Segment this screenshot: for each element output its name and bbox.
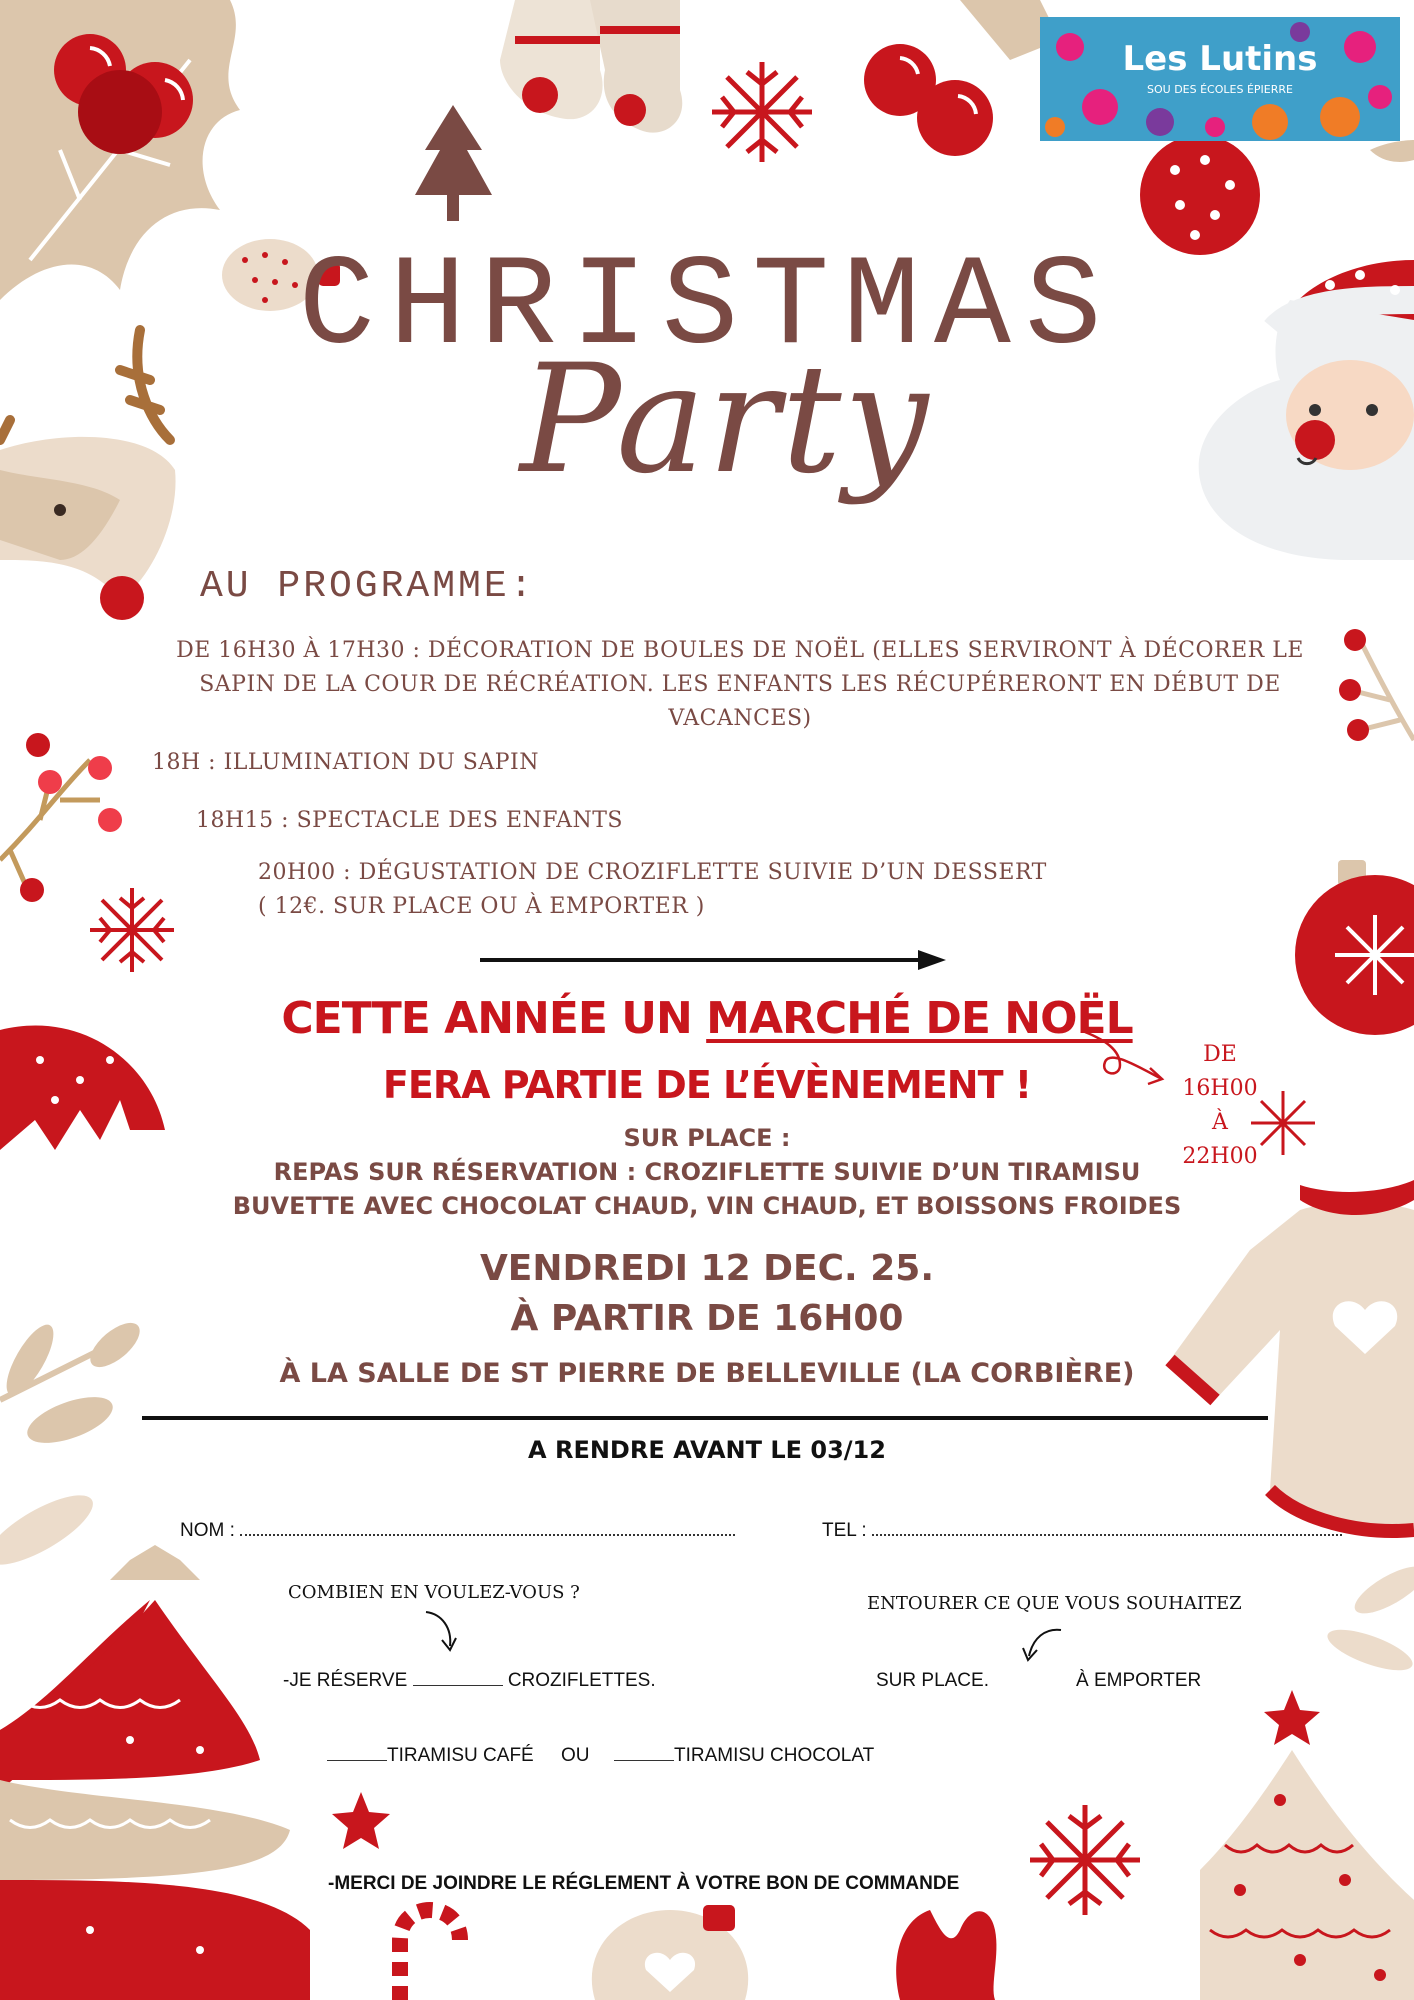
candy-cane-icon	[400, 1910, 460, 2000]
market-highlight: MARCHÉ DE NOËL	[706, 993, 1133, 1044]
curved-arrow-down-icon	[422, 1606, 462, 1656]
onsite-bar: BUVETTE AVEC CHOCOLAT CHAUD, VIN CHAUD, ET BOISSONS FROIDES	[232, 1192, 1182, 1220]
glove-icon	[896, 1910, 996, 2000]
ornament-icon	[1140, 135, 1414, 255]
divider	[142, 1416, 1268, 1420]
program-item-illumination: 18H : ILLUMINATION DU SAPIN	[152, 750, 539, 775]
logo-name: Les Lutins	[1122, 39, 1318, 79]
christmas-tree-icon	[0, 1545, 310, 2000]
reindeer-icon	[0, 330, 176, 620]
market-hours-de: DE	[1203, 1042, 1237, 1067]
reserve-pre: -JE RÉSERVE	[283, 1670, 408, 1691]
snowflake-bottom-icon	[1030, 1805, 1140, 1915]
logo	[1040, 17, 1400, 141]
logo-subtitle: SOU DES ÉCOLES ÉPIERRE	[1147, 83, 1293, 96]
socks-icon	[500, 0, 682, 133]
market-announcement-pre: CETTE ANNÉE UN	[281, 993, 692, 1044]
program-item-spectacle: 18H15 : SPECTACLE DES ENFANTS	[196, 808, 623, 833]
onsite-heading: SUR PLACE :	[623, 1124, 791, 1152]
star-icon	[332, 1792, 390, 1849]
tel-input-line[interactable]	[872, 1534, 1342, 1536]
market-hours-a: À	[1212, 1110, 1228, 1135]
tiramisu-chocolat-quantity-input[interactable]	[614, 1760, 674, 1761]
program-heading: AU PROGRAMME:	[200, 565, 536, 608]
berry-branch-left-icon	[0, 733, 122, 902]
berries-icon	[864, 0, 1060, 156]
onsite-meal: REPAS SUR RÉSERVATION : CROZIFLETTE SUIVIE D’UN TIRAMISU	[273, 1158, 1141, 1186]
paint-splash-icon	[1040, 17, 1400, 141]
tiramisu-cafe-quantity-input[interactable]	[327, 1760, 387, 1761]
tiramisu-ou: OU	[561, 1745, 590, 1766]
curved-arrow-down-left-icon	[1015, 1622, 1065, 1667]
program-item-decoration: DE 16H30 À 17H30 : DÉCORATION DE BOULES DE NOËL (ELLES SERVIRONT À DÉCORER LE SAPIN DE LA COUR DE RÉCRÉATION. LES ENFANTS LES RÉCUPÉRERONT EN DÉBUT DE VACANCES)	[176, 638, 1304, 731]
event-date: VENDREDI 12 DEC. 25.	[479, 1248, 935, 1289]
entourer-instruction: ENTOURER CE QUE VOUS SOUHAITEZ	[867, 1593, 1242, 1614]
market-announcement-2: FERA PARTIE DE L’ÉVÈNEMENT !	[382, 1063, 1032, 1107]
reserve-post: CROZIFLETTES.	[507, 1670, 656, 1691]
small-tree-icon	[415, 105, 492, 221]
market-hours-end: 22H00	[1182, 1144, 1258, 1169]
arrow-right-icon	[478, 945, 948, 975]
leaf-branch-right-icon	[1323, 1558, 1414, 1679]
event-time: À PARTIR DE 16H00	[510, 1298, 904, 1339]
tiramisu-chocolat-label: TIRAMISU CHOCOLAT	[674, 1745, 875, 1766]
curly-arrow-icon	[1080, 1020, 1170, 1090]
berry-branch-icon	[1339, 629, 1414, 741]
snowflake-left-icon	[90, 888, 174, 972]
nom-label: NOM :	[180, 1520, 235, 1541]
program-item-price: ( 12€. SUR PLACE OU À EMPORTER )	[258, 894, 705, 919]
sweater-icon	[1170, 1180, 1414, 1533]
cookie-heart-icon	[592, 1905, 748, 2000]
title-christmas: CHRISTMAS	[298, 236, 1116, 381]
nom-input-line[interactable]	[240, 1534, 735, 1536]
tiramisu-cafe-label: TIRAMISU CAFÉ	[387, 1745, 534, 1766]
tel-label: TEL :	[822, 1520, 867, 1541]
reserve-croziflettes[interactable]	[283, 1670, 656, 1692]
tiramisu-cafe[interactable]	[327, 1745, 534, 1767]
combien-question: COMBIEN EN VOULEZ-VOUS ?	[288, 1582, 580, 1603]
payment-note: -MERCI DE JOINDRE LE RÉGLEMENT À VOTRE BON DE COMMANDE	[328, 1873, 960, 1894]
snowflake-icon	[712, 62, 812, 162]
option-sur-place[interactable]: SUR PLACE.	[876, 1670, 989, 1691]
christmas-tree-right-icon	[1200, 1690, 1414, 2000]
program-item-degustation: 20H00 : DÉGUSTATION DE CROZIFLETTE SUIVIE D’UN DESSERT	[258, 860, 1047, 885]
market-announcement	[0, 993, 1414, 1044]
tel-field[interactable]	[822, 1520, 1342, 1542]
tiramisu-chocolat[interactable]	[614, 1745, 874, 1767]
option-emporter[interactable]: À EMPORTER	[1076, 1670, 1202, 1691]
title-party: Party	[520, 333, 931, 507]
croziflette-quantity-input[interactable]	[413, 1685, 503, 1686]
form-deadline: A RENDRE AVANT LE 03/12	[528, 1436, 886, 1464]
market-hours-start: 16H00	[1182, 1076, 1258, 1101]
nom-field[interactable]	[180, 1520, 735, 1542]
market-hours	[1170, 1038, 1270, 1174]
event-venue: À LA SALLE DE ST PIERRE DE BELLEVILLE (LA CORBIÈRE)	[279, 1358, 1135, 1389]
